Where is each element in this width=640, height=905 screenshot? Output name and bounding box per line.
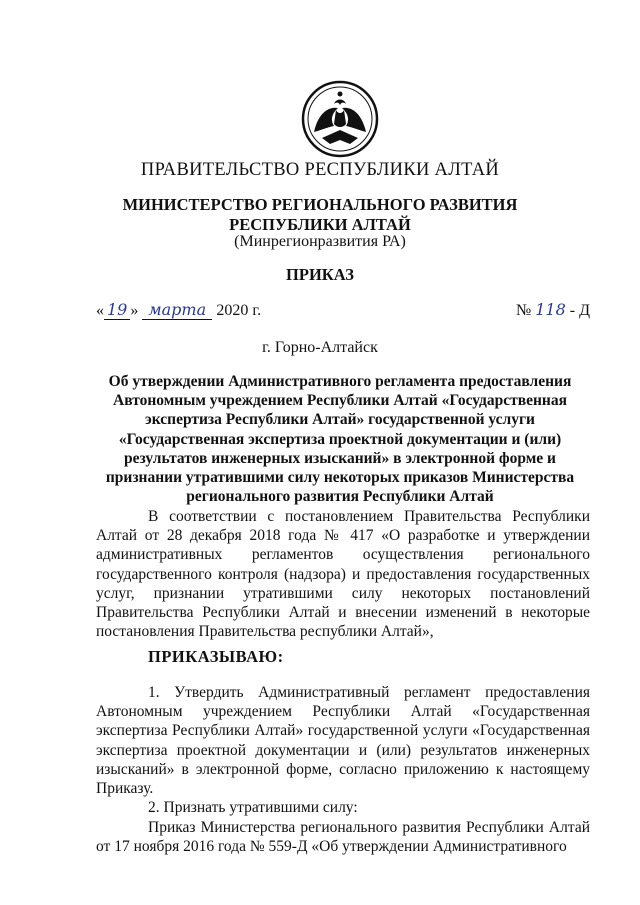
order-date [96, 300, 261, 320]
altai-emblem-icon [300, 80, 380, 158]
government-title: ПРАВИТЕЛЬСТВО РЕСПУБЛИКИ АЛТАЙ [140, 160, 500, 180]
order-item-2: 2. Признать утратившими силу: [148, 799, 358, 816]
order-item-1: 1. Утвердить Административный регламент предоставления Автономным учреждением Республики Алтай «Государственная экспертиза Республики Алтай» государственной услуги «Государственная экспертиза проектной документации и (или) результатов инженерных изысканий» в электронной форме, согласно приложению к настоящему Приказу. [96, 684, 590, 798]
preamble-paragraph: В соответствии с постановлением Правительства Республики Алтай от 28 декабря 2018 года № 417 «О разработке и утверждении административных регламентов осуществления регионального государственного контроля (надзора) и предоставления государственных услуг, признании утратившими силу некоторых постановлений Правительства Республики Алтай и внесении изменений в некоторые постановления Правительства республики Алтай», [96, 508, 590, 641]
order-subject: Об утверждении Административного регламента предоставления Автономным учреждением Республики Алтай «Государственная экспертиза Республики Алтай» государственной услуги «Государственная экспертиза проектной документации и (или) результатов инженерных изысканий» в электронной форме и признании утратившими силу некоторых приказов Министерства регионального развития Республики Алтай [105, 373, 575, 506]
order-command: ПРИКАЗЫВАЮ: [148, 647, 284, 666]
order-number [516, 300, 590, 320]
date-day: 19 [104, 300, 130, 320]
number-prefix: № [515, 302, 532, 319]
order-item-2-text: Приказ Министерства регионального развития Республики Алтай от 17 ноября 2016 года № 559-Д «Об утверждении Административного [96, 819, 590, 856]
ministry-name [0, 195, 640, 235]
ministry-name-line2: РЕСПУБЛИКИ АЛТАЙ [229, 215, 411, 234]
date-open-quote: « [96, 302, 104, 319]
date-month: марта [142, 300, 212, 320]
ministry-name-line1: МИНИСТЕРСТВО РЕГИОНАЛЬНОГО РАЗВИТИЯ [122, 195, 518, 214]
date-close-quote: » [130, 302, 139, 319]
order-title: ПРИКАЗ [286, 265, 354, 284]
number-suffix: - Д [569, 302, 590, 319]
ministry-abbreviation: (Минрегионразвития РА) [234, 233, 406, 250]
date-year: 2020 г. [216, 302, 262, 319]
city: г. Горно-Алтайск [262, 339, 378, 356]
number-value: 118 [535, 300, 566, 319]
